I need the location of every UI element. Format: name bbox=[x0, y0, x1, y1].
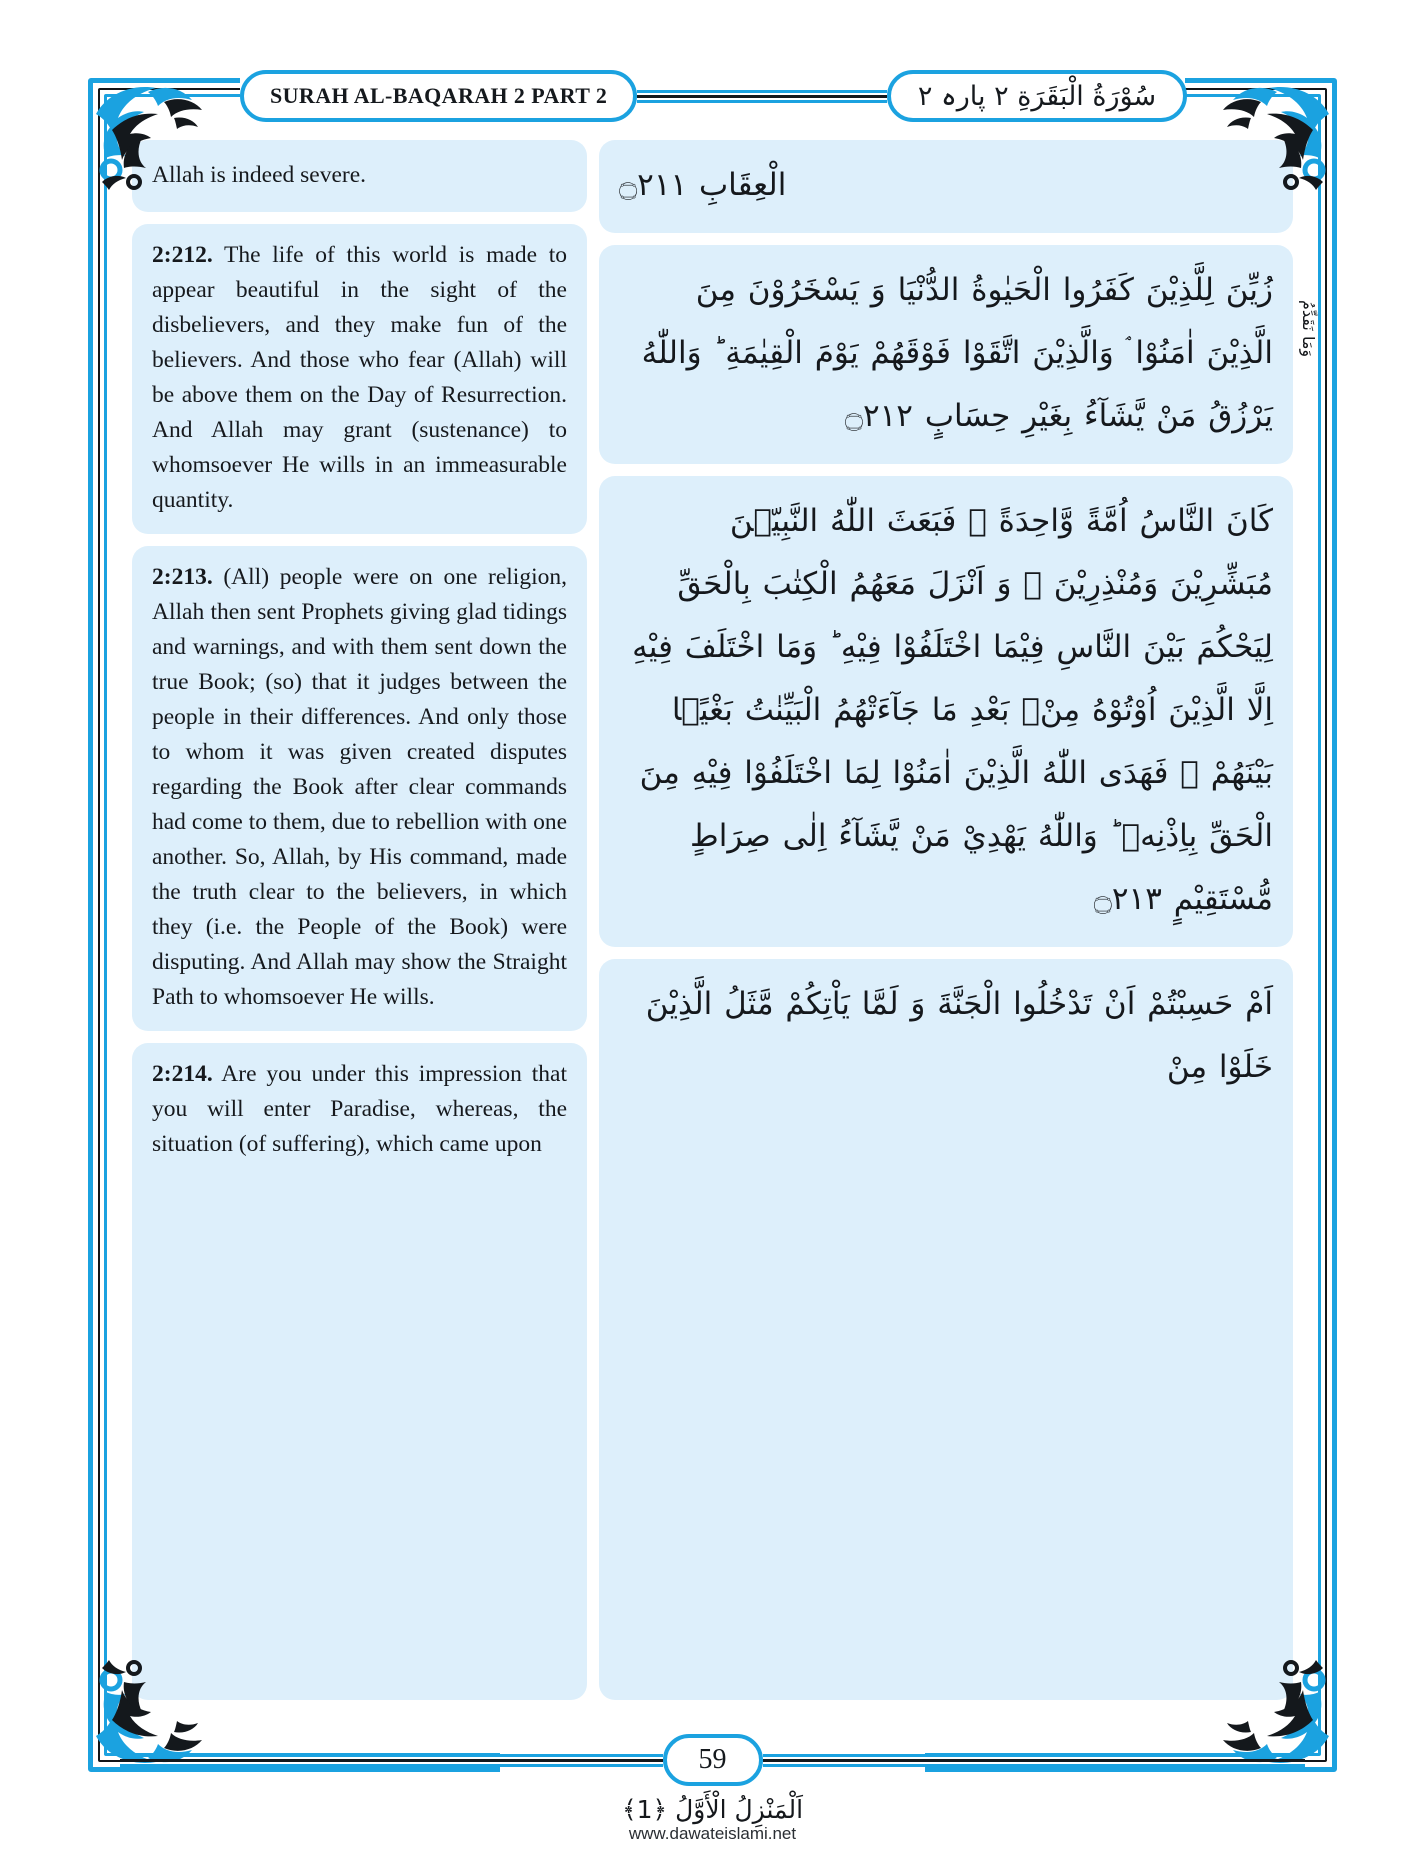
page-header bbox=[120, 68, 1305, 124]
verse-number: 2:212. bbox=[152, 242, 213, 268]
footer-rule-right bbox=[763, 1754, 1306, 1767]
translation-card bbox=[132, 546, 587, 1031]
translation-card bbox=[132, 140, 587, 212]
translation-card bbox=[132, 224, 587, 534]
arabic-text: اَمْ حَسِبْتُمْ اَنْ تَدْخُلُوا الْجَنَّةَ وَ لَمَّا يَاْتِكُمْ مَّثَلُ الَّذِيْنَ خَلَوْا مِنْ bbox=[645, 986, 1273, 1085]
arabic-column bbox=[599, 140, 1293, 1700]
arabic-card bbox=[599, 959, 1293, 1700]
page-number: 59 bbox=[698, 1744, 727, 1775]
english-text bbox=[152, 1057, 567, 1162]
translation-body bbox=[132, 140, 1293, 1700]
surah-title-arabic-pill bbox=[887, 70, 1187, 122]
english-column bbox=[132, 140, 587, 1700]
arabic-text: كَانَ النَّاسُ اُمَّةً وَّاحِدَةً ۫ فَبَعَثَ اللّٰهُ النَّبِيّٖنَ مُبَشِّرِيْنَ وَمُنْذِرِيْنَ ۪ وَ اَنْزَلَ مَعَهُمُ الْكِتٰبَ بِالْحَقِّ لِيَحْكُمَ بَيْنَ النَّاسِ فِيْمَا اخْتَلَفُوْا فِيْهِ ؕ وَمَا اخْتَلَفَ فِيْهِ اِلَّا الَّذِيْنَ اُوْتُوْهُ مِنْۢ بَعْدِ مَا جَآءَتْهُمُ الْبَيِّنٰتُ بَغْيًۢا بَيْنَهُمْ ۚ فَهَدَى اللّٰهُ الَّذِيْنَ اٰمَنُوْا لِمَا اخْتَلَفُوْا فِيْهِ مِنَ الْحَقِّ بِاِذْنِهٖ ؕ وَاللّٰهُ يَهْدِيْ مَنْ يَّشَآءُ اِلٰى صِرَاطٍ مُّسْتَقِيْمٍ ۝٢١٣ bbox=[632, 503, 1273, 917]
verse-number: 2:213. bbox=[152, 564, 213, 590]
english-body: (All) people were on one religion, Allah then sent Prophets giving glad tidings and warnings, and with them sent down the true Book; (so) that it judges between the people in their differences. And only those to whom it was given created disputes regarding the Book after clear commands had come to them, due to rebellion with one another. So, Allah, by His command, made the truth clear to the believers, in which they (i.e. the People of the Book) were disputing. And Allah may show the Straight Path to whomsoever He wills. bbox=[152, 564, 567, 1010]
english-text bbox=[152, 560, 567, 1015]
surah-title-arabic: سُوْرَةُ الْبَقَرَةِ ٢ پارہ ٢ bbox=[917, 80, 1157, 112]
arabic-card bbox=[599, 245, 1293, 464]
arabic-card bbox=[599, 476, 1293, 947]
header-rule-connector bbox=[637, 90, 887, 103]
surah-title-english: SURAH AL-BAQARAH 2 PART 2 bbox=[270, 83, 608, 108]
website-url: www.dawateislami.net bbox=[628, 1824, 797, 1843]
manzil-label: اَلْمَنْزِلُ الْأَوَّلُ ﴿1﴾ bbox=[621, 1795, 804, 1824]
margin-note-urdu: وَمَا نَقَدِّمُ bbox=[1299, 300, 1318, 358]
english-body: Are you under this impression that you will enter Paradise, whereas, the situation (of suffering), which came upon bbox=[152, 1061, 567, 1157]
arabic-text: الْعِقَابِ ۝٢١١ bbox=[619, 167, 787, 203]
english-text: Allah is indeed severe. bbox=[152, 162, 367, 188]
arabic-card bbox=[599, 140, 1293, 233]
surah-title-english-pill bbox=[240, 70, 637, 122]
arabic-text: زُيِّنَ لِلَّذِيْنَ كَفَرُوا الْحَيٰوةُ الدُّنْيَا وَ يَسْخَرُوْنَ مِنَ الَّذِيْنَ اٰمَنُوْا ۘ وَالَّذِيْنَ اتَّقَوْا فَوْقَهُمْ يَوْمَ الْقِيٰمَةِ ؕ وَاللّٰهُ يَرْزُقُ مَنْ يَّشَآءُ بِغَيْرِ حِسَابٍ ۝٢١٢ bbox=[641, 272, 1273, 434]
translation-card bbox=[132, 1043, 587, 1700]
page-footer bbox=[120, 1732, 1305, 1788]
page-number-pill bbox=[663, 1734, 763, 1786]
verse-number: 2:214. bbox=[152, 1061, 213, 1087]
english-body: The life of this world is made to appear beautiful in the sight of the disbelievers, and they make fun of the believers. And those who fear (Allah) will be above them on the Day of Resurrection. And Allah may grant (sustenance) to whomsoever He wills in an immeasurable quantity. bbox=[152, 242, 567, 513]
english-text bbox=[152, 238, 567, 518]
footer-rule-left bbox=[120, 1754, 663, 1767]
